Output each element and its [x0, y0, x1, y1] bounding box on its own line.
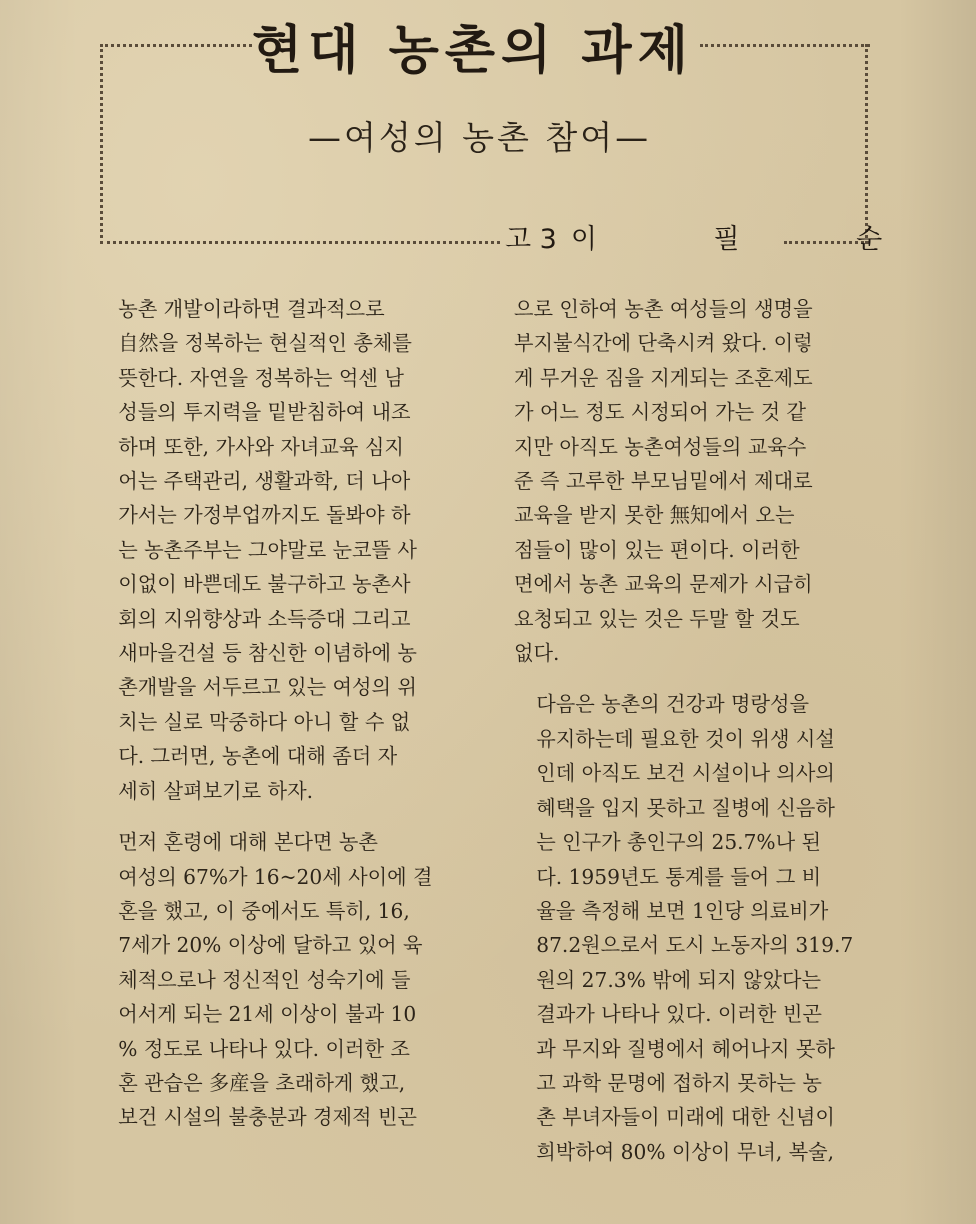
text-line: 촌개발을 서두르고 있는 여성의 위	[118, 675, 417, 700]
left-column	[96, 292, 476, 1135]
text-line: 고 과학 문명에 접하지 못하는 농	[536, 1070, 822, 1095]
frame-border-right	[865, 44, 876, 244]
text-line: 촌 부녀자들이 미래에 대한 신념이	[536, 1105, 835, 1130]
text-line: 어서게 되는 21세 이상이 불과 10	[118, 1002, 417, 1027]
article-title: 현대 농촌의 과제	[252, 21, 694, 81]
text-line: 희박하여 80% 이상이 무녀, 복술,	[536, 1139, 835, 1164]
text-line: % 정도로 나타나 있다. 이러한 조	[118, 1036, 410, 1061]
text-line: 농촌 개발이라하면 결과적으로	[118, 297, 385, 321]
right-paragraph-1	[514, 292, 890, 670]
author-grade: 고 3	[505, 224, 557, 255]
text-line: 어는 주택관리, 생활과학, 더 나아	[118, 469, 411, 494]
text-line: 보건 시설의 불충분과 경제적 빈곤	[118, 1105, 417, 1130]
text-line: 혼을 했고, 이 중에서도 특히, 16,	[118, 898, 410, 923]
frame-border-bottom-left	[100, 241, 500, 252]
text-line: 먼저 혼령에 대해 본다면 농촌	[118, 830, 378, 855]
text-line: 가 어느 정도 시정되어 가는 것 같	[514, 400, 807, 425]
text-line: 다음은 농촌의 건강과 명랑성을	[536, 692, 809, 717]
text-line: 준 즉 고루한 부모님밑에서 제대로	[514, 469, 813, 494]
article-subtitle: —여성의 농촌 참여—	[308, 118, 652, 157]
text-line: 가서는 가정부업까지도 돌봐야 하	[118, 503, 411, 528]
text-line: 는 인구가 총인구의 25.7%나 된	[536, 830, 822, 855]
right-paragraph-2	[514, 687, 890, 1169]
text-line: 체적으로나 정신적인 성숙기에 들	[118, 967, 411, 992]
text-line: 게 무거운 짐을 지게되는 조혼제도	[514, 365, 813, 390]
text-line: 自然을 정복하는 현실적인 총체를	[118, 331, 412, 356]
text-line: 는 농촌주부는 그야말로 눈코뜰 사	[118, 537, 417, 562]
text-line: 교육을 받지 못한 無知에서 오는	[514, 503, 795, 528]
text-line: 혜택을 입지 못하고 질병에 신음하	[536, 795, 835, 820]
text-line: 이없이 바쁜데도 불구하고 농촌사	[118, 572, 411, 597]
text-line: 세히 살펴보기로 하자.	[118, 778, 313, 803]
text-line: 성들의 투지력을 밑받침하여 내조	[118, 400, 411, 425]
text-line: 혼 관습은 多産을 초래하게 했고,	[118, 1070, 406, 1095]
frame-border-left	[100, 44, 111, 244]
text-line: 율을 측정해 보면 1인당 의료비가	[536, 898, 829, 923]
text-line: 유지하는데 필요한 것이 위생 시설	[536, 726, 835, 751]
text-line: 점들이 많이 있는 편이다. 이러한	[514, 537, 800, 562]
text-line: 회의 지위향상과 소득증대 그리고	[118, 606, 411, 631]
text-line: 뜻한다. 자연을 정복하는 억센 남	[118, 365, 404, 390]
text-line: 하며 또한, 가사와 자녀교육 심지	[118, 434, 404, 459]
text-line: 지만 아직도 농촌여성들의 교육수	[514, 434, 807, 459]
text-line: 87.2원으로서 도시 노동자의 319.7	[536, 933, 854, 958]
text-line: 치는 실로 막중하다 아니 할 수 없	[118, 709, 411, 734]
frame-border-top-right	[700, 44, 870, 55]
text-line: 다. 그러면, 농촌에 대해 좀더 자	[118, 744, 398, 769]
text-line: 인데 아직도 보건 시설이나 의사의	[536, 761, 835, 786]
author-byline	[505, 220, 937, 260]
text-line: 7세가 20% 이상에 달하고 있어 육	[118, 933, 423, 958]
text-line: 결과가 나타나 있다. 이러한 빈곤	[536, 1002, 822, 1027]
text-line: 여성의 67%가 16~20세 사이에 결	[118, 864, 433, 889]
text-line: 으로 인하여 농촌 여성들의 생명을	[514, 297, 813, 321]
text-line: 과 무지와 질병에서 헤어나지 못하	[536, 1036, 835, 1061]
frame-border-top-left	[100, 44, 252, 55]
text-line: 부지불식간에 단축시켜 왔다. 이렇	[514, 331, 813, 356]
text-line: 요청되고 있는 것은 두말 할 것도	[514, 606, 800, 631]
left-paragraph-2	[96, 825, 476, 1135]
text-line: 면에서 농촌 교육의 문제가 시급히	[514, 572, 813, 597]
right-column	[514, 292, 890, 1169]
text-line: 원의 27.3% 밖에 되지 않았다는	[536, 967, 822, 992]
text-line: 새마을건설 등 참신한 이념하에 농	[118, 641, 417, 666]
text-line: 없다.	[514, 641, 560, 666]
text-line: 다. 1959년도 통계를 들어 그 비	[536, 864, 822, 889]
author-name: 이 필 순	[570, 224, 937, 255]
left-paragraph-1	[96, 292, 476, 808]
